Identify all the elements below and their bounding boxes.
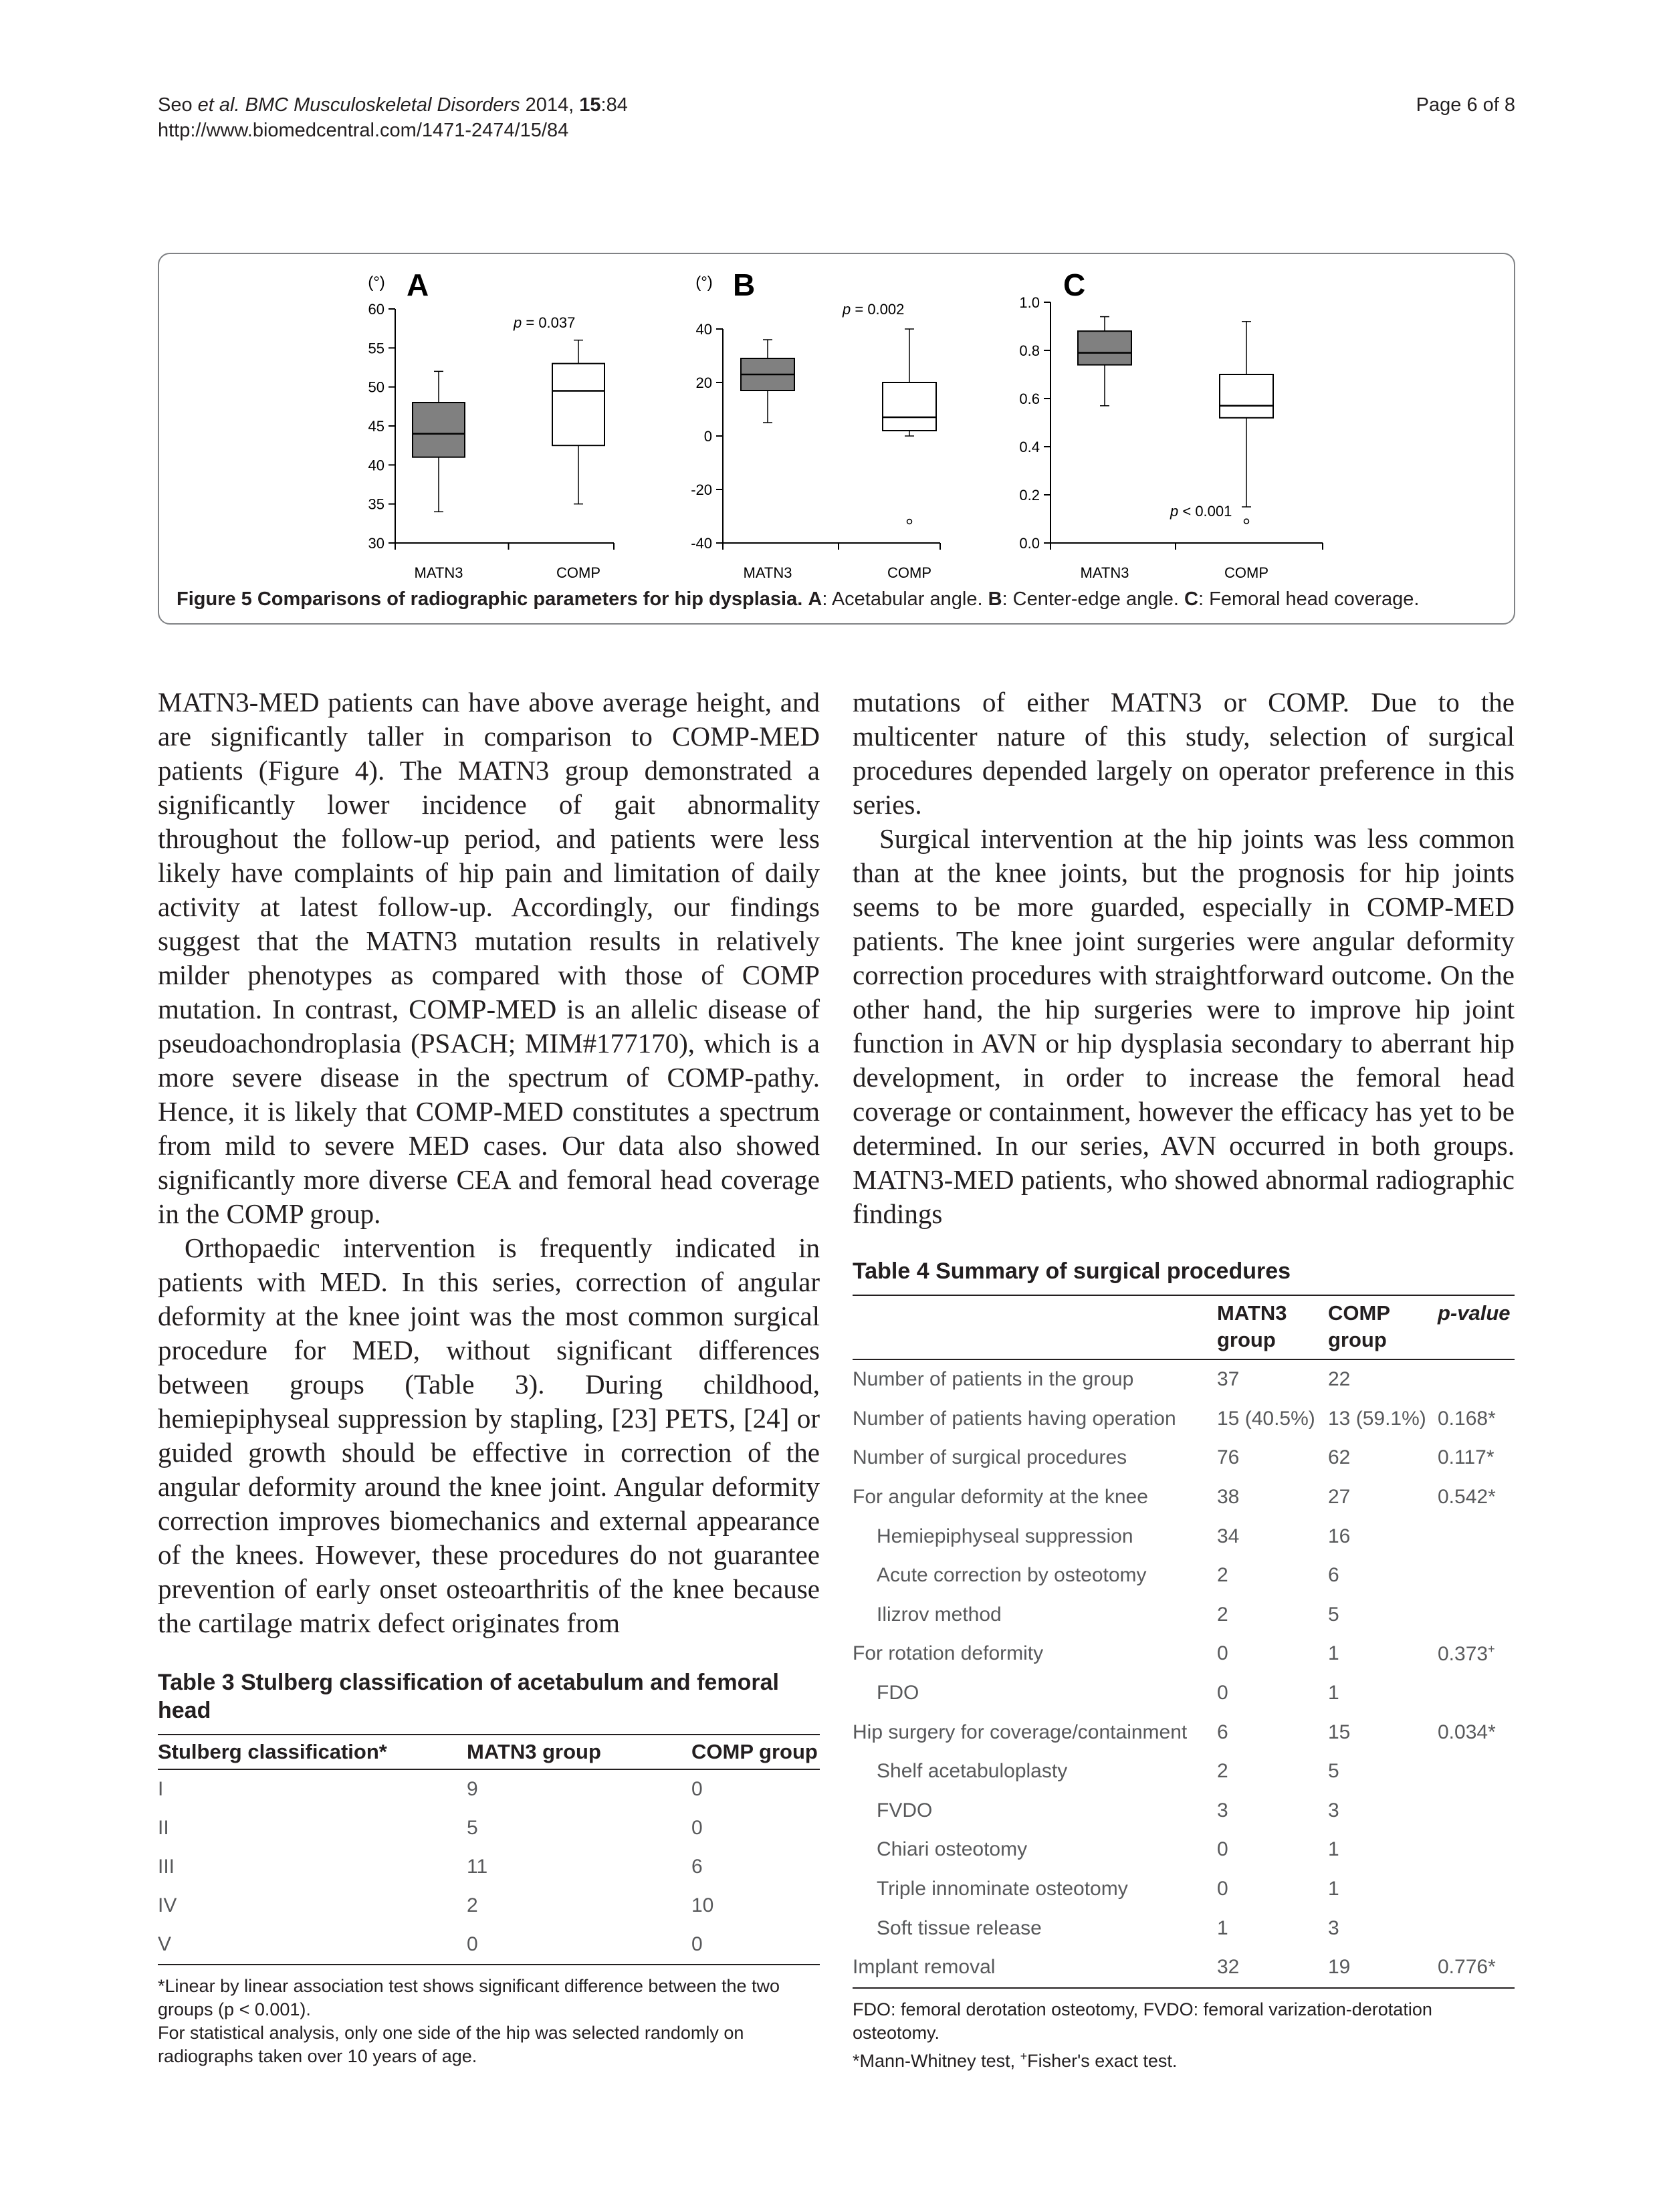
- table-row: [853, 1634, 1515, 1674]
- table-cell: 32: [1217, 1948, 1328, 1988]
- figure-caption: Figure 5 Comparisons of radiographic parameters for hip dysplasia. A: Acetabular angle. B: Center-edge angle. C: Femoral head coverage.: [177, 588, 1420, 610]
- table-row: III 11 6: [158, 1856, 703, 1878]
- table-row: [853, 1830, 1515, 1870]
- figure-5: [158, 253, 1515, 625]
- row-label: FVDO: [877, 1799, 933, 1821]
- panel-label: B: [733, 267, 756, 302]
- running-header: [158, 92, 1515, 143]
- table-row: [853, 1438, 1515, 1478]
- table-cell: [1438, 1556, 1515, 1595]
- table-header-row: [853, 1295, 1515, 1359]
- row-label: Triple innominate osteotomy: [877, 1878, 1128, 1900]
- unit-label: (°): [695, 273, 713, 292]
- table-cell: [1438, 1674, 1515, 1713]
- table-cell: 6: [1328, 1564, 1339, 1587]
- citation-line: Seo et al. BMC Musculoskeletal Disorders 2014, 15:84: [158, 94, 628, 116]
- footnote: *Linear by linear association test shows significant difference between the two groups (p < 0.001).: [158, 1976, 780, 2019]
- y-tick-label: 50: [368, 378, 384, 396]
- outlier-point: [907, 520, 912, 524]
- table-row: V 0 0: [158, 1925, 820, 1965]
- row-label: Hip surgery for coverage/containment: [853, 1721, 1188, 1743]
- table-cell: 5: [1328, 1603, 1339, 1626]
- table-cell: 2: [1217, 1760, 1228, 1783]
- table-row: [853, 1712, 1515, 1752]
- table-cell: 0.034*: [1438, 1721, 1496, 1743]
- table-cell: 2: [1217, 1603, 1228, 1626]
- row-label: Number of patients in the group: [853, 1368, 1134, 1391]
- p-value-annotation: p = 0.037: [514, 314, 576, 331]
- table-footnote: [158, 1975, 820, 2068]
- y-tick-label: 0.2: [1019, 487, 1040, 504]
- row-label: Number of surgical procedures: [853, 1446, 1127, 1469]
- row-label: FDO: [877, 1682, 919, 1704]
- panel-label: C: [1063, 267, 1086, 302]
- table-3: [158, 1668, 820, 2068]
- table-cell: 19: [1328, 1948, 1438, 1988]
- column-header: MATN3 group: [467, 1740, 601, 1763]
- box-matn3: [1078, 331, 1131, 364]
- footnote: FDO: femoral derotation osteotomy, FVDO: femoral varization-derotation osteotomy.: [853, 1999, 1432, 2043]
- box-comp: [1220, 374, 1273, 418]
- table-cell: 22: [1328, 1368, 1351, 1391]
- table-cell: 37: [1217, 1368, 1240, 1391]
- table-row: [853, 1752, 1515, 1791]
- paragraph: MATN3-MED patients can have above average height, and are significantly taller in comparison to COMP-MED patients (Figure 4). The MATN3 group demonstrated a significantly lower incidence of gait abnormality throughout the follow-up period, and patients were less likely have complaints of hip pain and limitation of daily activity at latest follow-up. Accordingly, our findings suggest that the MATN3 mutation results in relatively milder phenotypes as compared with those of COMP mutation. In contrast, COMP-MED is an allelic disease of pseudoachondroplasia (PSACH; MIM#177170), which is a more severe disease in the spectrum of COMP-pathy. Hence, it is likely that COMP-MED constitutes a spectrum from mild to severe MED cases. Our data also showed significantly more diverse CEA and femoral head coverage in the COMP group.: [158, 687, 820, 1229]
- table-footnote: [853, 1998, 1515, 2073]
- x-tick-label: COMP: [887, 564, 931, 581]
- y-tick-label: -20: [691, 481, 712, 498]
- table-cell: 0: [1217, 1642, 1228, 1665]
- y-tick-label: 20: [695, 374, 712, 391]
- table-cell: [1438, 1870, 1515, 1909]
- row-label: Number of patients having operation: [853, 1407, 1176, 1430]
- table-cell: 0.373+: [1438, 1642, 1495, 1665]
- table-cell: 0: [1217, 1838, 1228, 1861]
- y-tick-label: 0: [703, 428, 712, 445]
- x-tick-label: MATN3: [414, 564, 463, 581]
- column-header: p-value: [1438, 1295, 1515, 1359]
- page-number: Page 6 of 8: [1416, 94, 1515, 116]
- y-tick-label: 0.6: [1019, 391, 1040, 407]
- table-row: II 5 0: [158, 1817, 703, 1839]
- table-title: Table 4 Summary of surgical procedures: [853, 1258, 1291, 1284]
- table-cell: 3: [1328, 1916, 1339, 1939]
- article-url: http://www.biomedcentral.com/1471-2474/15/84: [158, 120, 569, 141]
- row-label: For angular deformity at the knee: [853, 1486, 1148, 1509]
- column-header: MATN3 group: [1217, 1295, 1328, 1359]
- row-label: Hemiepiphyseal suppression: [877, 1525, 1133, 1547]
- table-cell: 0.117*: [1438, 1446, 1495, 1469]
- y-tick-label: 40: [368, 457, 384, 474]
- x-tick-label: COMP: [556, 564, 600, 581]
- table-row: [853, 1674, 1515, 1713]
- row-label: Soft tissue release: [877, 1916, 1042, 1939]
- body-column-left: [158, 685, 820, 1640]
- table-cell: [1438, 1752, 1515, 1791]
- table-cell: 0.776*: [1438, 1948, 1515, 1988]
- table-row: [853, 1948, 1515, 1988]
- x-tick-label: MATN3: [1080, 564, 1129, 581]
- table-cell: 16: [1328, 1525, 1351, 1547]
- table-cell: 0: [1217, 1682, 1228, 1704]
- outlier-point: [1244, 519, 1249, 524]
- table-cell: [1438, 1830, 1515, 1870]
- caption-title: Figure 5 Comparisons of radiographic parameters for hip dysplasia.: [177, 588, 803, 610]
- table-row: [853, 1517, 1515, 1556]
- table-row: [853, 1870, 1515, 1909]
- y-tick-label: 55: [368, 340, 384, 357]
- y-tick-label: 30: [368, 535, 384, 552]
- body-column-right: [853, 685, 1515, 1231]
- footnote: *Mann-Whitney test, +Fisher's exact test.: [853, 2049, 1178, 2071]
- panel-label: A: [407, 267, 429, 302]
- table-cell: 34: [1217, 1525, 1240, 1547]
- table-cell: 2: [1217, 1564, 1228, 1587]
- table-cell: [1438, 1791, 1515, 1831]
- table-cell: 13 (59.1%): [1328, 1407, 1426, 1430]
- footnote-marker: +: [1488, 1642, 1495, 1656]
- y-tick-label: 0.4: [1019, 439, 1040, 455]
- table-cell: 27: [1328, 1486, 1351, 1509]
- row-label: Implant removal: [853, 1948, 1217, 1988]
- table-cell: 1: [1217, 1916, 1228, 1939]
- table-cell: [1438, 1595, 1515, 1635]
- y-tick-label: 35: [368, 495, 384, 513]
- table-row: [853, 1359, 1515, 1400]
- table-cell: 1: [1328, 1682, 1339, 1704]
- table-row: [853, 1595, 1515, 1635]
- box-plot-figure: [159, 254, 1517, 582]
- row-label: Ilizrov method: [877, 1603, 1002, 1626]
- y-tick-label: -40: [691, 535, 712, 552]
- table-cell: 5: [1328, 1760, 1339, 1783]
- footnote: For statistical analysis, only one side of the hip was selected randomly on radiographs taken over 10 years of age.: [158, 2023, 744, 2066]
- y-tick-label: 1.0: [1019, 294, 1040, 311]
- table-cell: [1438, 1908, 1515, 1948]
- table-cell: 62: [1328, 1446, 1351, 1469]
- row-label: For rotation deformity: [853, 1642, 1044, 1665]
- paragraph: Surgical intervention at the hip joints was less common than at the knee joints, but the prognosis for hip joints seems to be more guarded, especially in COMP-MED patients. The knee joint surgeries were angular deformity correction procedures with straightforward outcome. On the other hand, the hip surgeries were to improve hip joint function in AVN or hip dysplasia secondary to aberrant hip development, in order to increase the femoral head coverage or containment, however the efficacy has yet to be determined. In our series, AVN occurred in both groups. MATN3-MED patients, who showed abnormal radiographic findings: [853, 823, 1515, 1229]
- table-cell: 3: [1217, 1799, 1228, 1821]
- surgical-procedures-table: [853, 1295, 1515, 1989]
- table-cell: 0.168*: [1438, 1407, 1496, 1430]
- table-row: [853, 1791, 1515, 1831]
- table-4: [853, 1257, 1515, 2073]
- stulberg-table: [158, 1734, 820, 1965]
- p-value-annotation: p = 0.002: [843, 301, 905, 318]
- row-label: Shelf acetabuloplasty: [877, 1760, 1068, 1783]
- table-row: [853, 1908, 1515, 1948]
- table-title: Table 3 Stulberg classification of acetabulum and femoral head: [158, 1670, 779, 1723]
- table-cell: [1438, 1517, 1515, 1556]
- x-tick-label: MATN3: [743, 564, 792, 581]
- table-cell: 1: [1328, 1838, 1339, 1861]
- table-row: [853, 1556, 1515, 1595]
- table-row: [853, 1478, 1515, 1517]
- table-row: IV 2 10: [158, 1894, 714, 1916]
- table-header-row: [158, 1735, 820, 1769]
- table-row: [853, 1400, 1515, 1439]
- column-header: COMP group: [1328, 1295, 1438, 1359]
- column-header: Stulberg classification*: [158, 1740, 387, 1763]
- unit-label: (°): [368, 273, 385, 292]
- x-tick-label: COMP: [1224, 564, 1268, 581]
- table-cell: 3: [1328, 1799, 1339, 1821]
- table-row: I 9 0: [158, 1778, 703, 1800]
- table-cell: 15: [1328, 1721, 1351, 1743]
- table-cell: 0.542*: [1438, 1486, 1496, 1509]
- table-cell: 1: [1328, 1878, 1339, 1900]
- table-cell: 38: [1217, 1486, 1240, 1509]
- y-tick-label: 0.0: [1019, 535, 1040, 552]
- table-cell: [1438, 1359, 1515, 1400]
- y-tick-label: 0.8: [1019, 342, 1040, 359]
- row-label: Acute correction by osteotomy: [877, 1564, 1147, 1587]
- row-label: Chiari osteotomy: [877, 1838, 1028, 1861]
- table-cell: 6: [1217, 1721, 1228, 1743]
- box-comp: [883, 382, 936, 431]
- box-matn3: [413, 403, 465, 457]
- paragraph: Orthopaedic intervention is frequently indicated in patients with MED. In this series, correction of angular deformity at the knee joint was the most common surgical procedure for MED, without significant differences between groups (Table 3). During childhood, hemiepiphyseal suppression by stapling, [23] PETS, [24] or guided growth should be effective in correction of the angular deformity around the knee joint. Angular deformity correction improves biomechanics and external appearance of the knees. However, these procedures do not guarantee prevention of early onset osteoarthritis of the knee because the cartilage matrix defect originates from: [158, 1232, 820, 1638]
- table-cell: 76: [1217, 1446, 1240, 1469]
- table-cell: 0: [1217, 1878, 1228, 1900]
- y-tick-label: 45: [368, 418, 384, 435]
- column-header: COMP group: [691, 1740, 818, 1763]
- y-tick-label: 40: [695, 321, 712, 338]
- y-tick-label: 60: [368, 301, 384, 318]
- table-cell: 15 (40.5%): [1217, 1407, 1315, 1430]
- box-comp: [552, 364, 604, 446]
- table-cell: 1: [1328, 1642, 1339, 1665]
- paragraph: mutations of either MATN3 or COMP. Due to the multicenter nature of this study, selection of surgical procedures depended largely on operator preference in this series.: [853, 687, 1515, 820]
- p-value-annotation: p < 0.001: [1170, 503, 1232, 520]
